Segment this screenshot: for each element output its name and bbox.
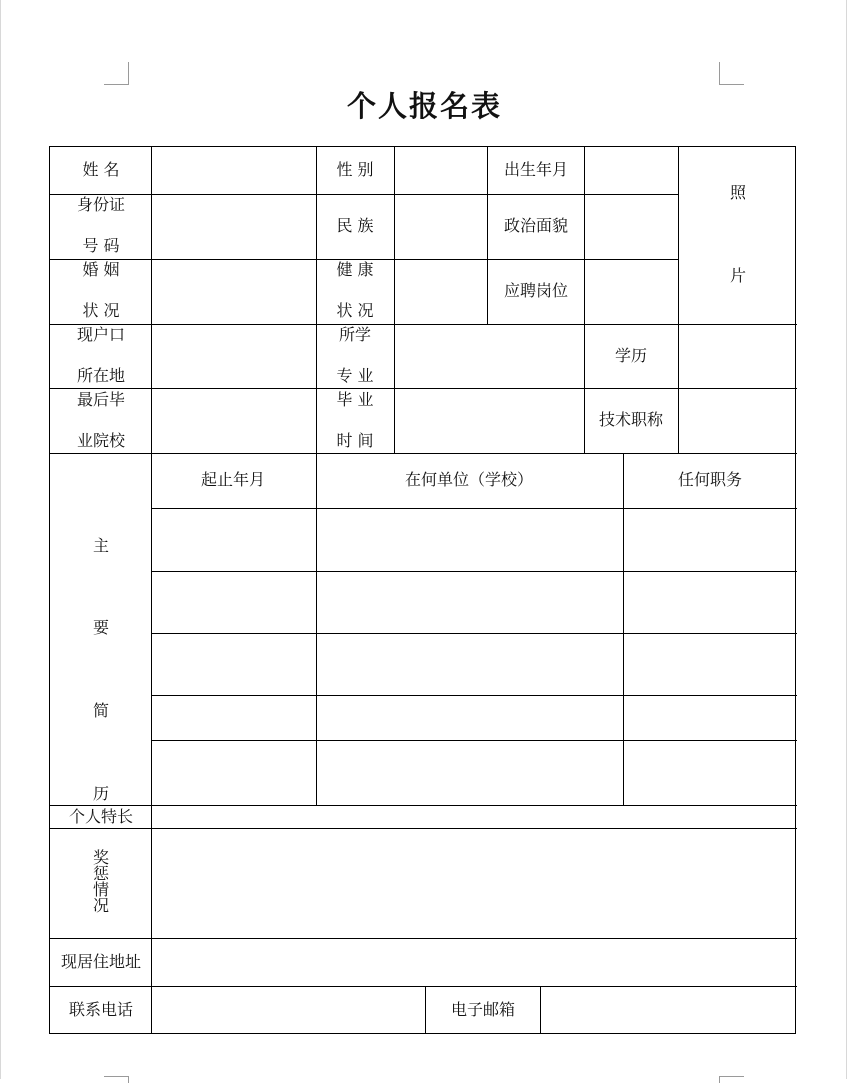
resume-period-cell[interactable] [152, 509, 316, 571]
label-hukou-line2: 所在地 [76, 366, 126, 385]
email-field[interactable] [541, 987, 797, 1034]
label-health-line1: 健 康 [336, 260, 374, 279]
label-hukou-line1: 现户口 [76, 325, 126, 344]
photo-label-2: 片 [729, 266, 747, 285]
crop-mark-bottom-left [104, 1076, 129, 1083]
resume-side-char-3: 简 [92, 701, 110, 720]
label-id-number-line1: 身份证 [76, 195, 126, 214]
awards-field[interactable] [152, 829, 797, 938]
label-political-status: 政治面貌 [503, 216, 569, 235]
resume-unit-cell[interactable] [317, 741, 623, 805]
col-line [425, 986, 426, 1034]
row-line [50, 453, 797, 454]
resume-unit-cell[interactable] [317, 634, 623, 695]
health-status-field[interactable] [395, 260, 487, 324]
label-specialty: 个人特长 [68, 807, 134, 826]
hukou-location-field[interactable] [152, 325, 316, 388]
label-awards: 奖惩情况 [93, 848, 110, 915]
label-gender: 性 别 [336, 160, 374, 179]
label-address: 现居住地址 [60, 952, 142, 971]
crop-mark-top-right [719, 62, 744, 85]
resume-role-cell[interactable] [624, 696, 797, 740]
resume-side-char-1: 主 [92, 536, 110, 555]
registration-form-table [49, 146, 796, 1034]
applied-position-field[interactable] [585, 260, 678, 324]
crop-mark-bottom-right [719, 1076, 744, 1083]
photo-area[interactable] [679, 147, 797, 324]
label-grad-time-line2: 时 间 [336, 431, 374, 450]
label-id-number-line2: 号 码 [82, 236, 120, 255]
label-school-line2: 业院校 [76, 431, 126, 450]
resume-side-char-4: 历 [92, 784, 110, 803]
resume-role-cell[interactable] [624, 634, 797, 695]
address-field[interactable] [152, 939, 797, 986]
label-health-line2: 状 况 [336, 301, 374, 320]
phone-field[interactable] [152, 987, 425, 1034]
resume-period-cell[interactable] [152, 572, 316, 633]
resume-role-cell[interactable] [624, 509, 797, 571]
page-right-edge [846, 0, 847, 1079]
label-technical-title: 技术职称 [598, 410, 664, 429]
resume-header-period: 起止年月 [200, 470, 266, 489]
graduated-school-field[interactable] [152, 389, 316, 453]
resume-period-cell[interactable] [152, 696, 316, 740]
crop-mark-top-left [104, 62, 129, 85]
form-title: 个人报名表 [346, 89, 502, 123]
specialty-field[interactable] [152, 806, 797, 828]
resume-period-cell[interactable] [152, 634, 316, 695]
col-line [316, 147, 317, 453]
resume-role-cell[interactable] [624, 572, 797, 633]
ethnicity-field[interactable] [395, 195, 487, 259]
resume-unit-cell[interactable] [317, 696, 623, 740]
col-line [487, 147, 488, 324]
resume-header-role: 任何职务 [677, 470, 743, 489]
resume-role-cell[interactable] [624, 741, 797, 805]
resume-header-unit: 在何单位（学校） [404, 470, 534, 489]
label-name: 姓 名 [82, 160, 120, 179]
label-major-line2: 专 业 [336, 366, 374, 385]
birth-date-field[interactable] [585, 147, 678, 194]
label-education: 学历 [614, 346, 648, 365]
education-field[interactable] [679, 325, 797, 388]
political-status-field[interactable] [585, 195, 678, 259]
label-email: 电子邮箱 [450, 1000, 516, 1019]
label-school-line1: 最后毕 [76, 390, 126, 409]
major-field[interactable] [395, 325, 584, 388]
label-major-line1: 所学 [338, 325, 372, 344]
label-applied-position: 应聘岗位 [503, 281, 569, 300]
resume-side-char-2: 要 [92, 618, 110, 637]
label-grad-time-line1: 毕 业 [336, 390, 374, 409]
label-marital-line2: 状 况 [82, 301, 120, 320]
name-field[interactable] [152, 147, 316, 194]
label-ethnicity: 民 族 [336, 216, 374, 235]
label-birth-date: 出生年月 [503, 160, 569, 179]
resume-period-cell[interactable] [152, 741, 316, 805]
resume-unit-cell[interactable] [317, 572, 623, 633]
resume-unit-cell[interactable] [317, 509, 623, 571]
marital-status-field[interactable] [152, 260, 316, 324]
graduation-time-field[interactable] [395, 389, 584, 453]
gender-field[interactable] [395, 147, 487, 194]
technical-title-field[interactable] [679, 389, 797, 453]
label-marital-line1: 婚 姻 [82, 260, 120, 279]
label-phone: 联系电话 [68, 1000, 134, 1019]
page-left-edge [0, 0, 1, 1079]
id-number-field[interactable] [152, 195, 316, 259]
photo-label-1: 照 [729, 183, 747, 202]
